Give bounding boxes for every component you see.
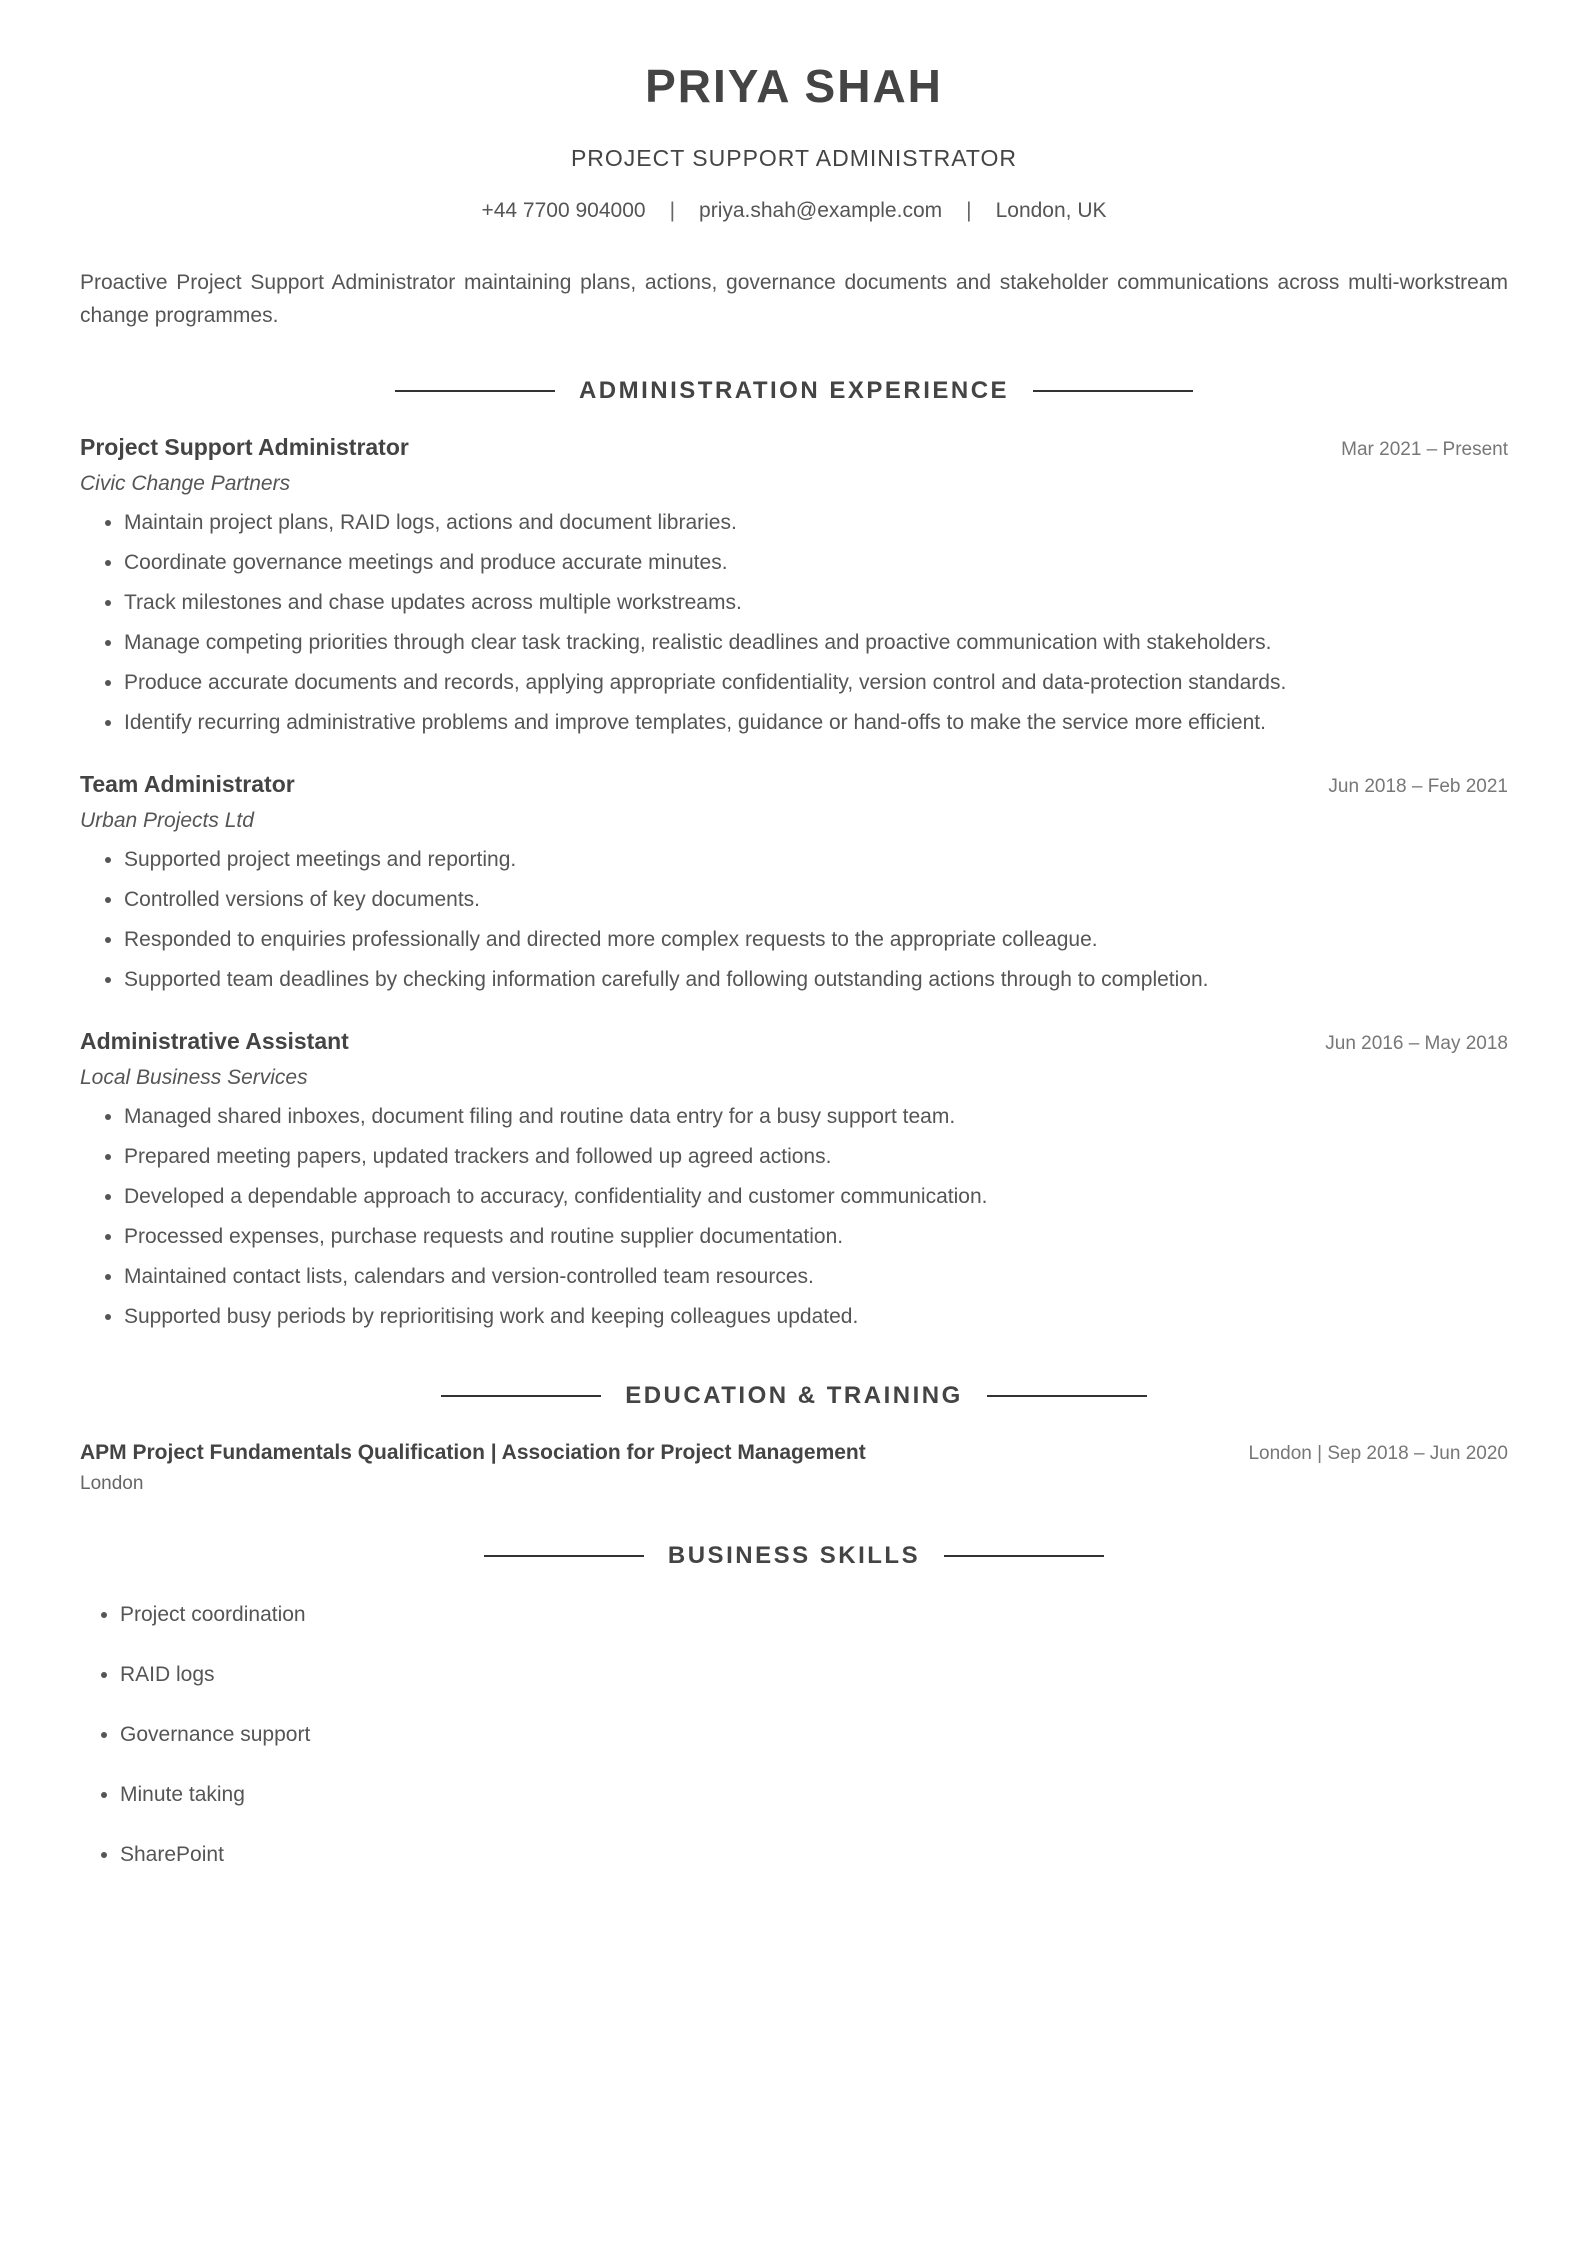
list-item: • Processed expenses, purchase requests and routine supplier documentation.	[124, 1217, 1508, 1257]
job-bullets	[80, 503, 1508, 743]
job-entry	[80, 432, 1508, 743]
skill-item: • Governance support	[120, 1721, 1508, 1749]
experience-section	[80, 376, 1508, 1337]
company-name: Local Business Services	[80, 1066, 308, 1089]
location: London, UK	[995, 199, 1107, 222]
divider-line	[395, 390, 555, 392]
candidate-name: PRIYA SHAH	[645, 60, 943, 112]
company-name: Urban Projects Ltd	[80, 809, 254, 832]
job-title: Team Administrator	[80, 771, 295, 797]
divider-line	[987, 1395, 1147, 1397]
list-item: • Coordinate governance meetings and produce accurate minutes.	[124, 543, 1508, 583]
job-entry	[80, 1026, 1508, 1337]
list-item: • Track milestones and chase updates across multiple workstreams.	[124, 583, 1508, 623]
list-item: • Maintained contact lists, calendars and version-controlled team resources.	[124, 1257, 1508, 1297]
job-header	[80, 769, 1508, 800]
contact-line	[80, 198, 1508, 224]
skills-section	[80, 1541, 1508, 1869]
list-item: • Responded to enquiries professionally and directed more complex requests to the appropriate colleague.	[124, 920, 1508, 960]
skill-item: • Project coordination	[120, 1601, 1508, 1629]
job-dates: Jun 2018 – Feb 2021	[1328, 776, 1508, 797]
education-section	[80, 1381, 1508, 1497]
list-item: • Supported project meetings and reporting.	[124, 840, 1508, 880]
job-dates: Jun 2016 – May 2018	[1325, 1033, 1508, 1054]
education-location: London	[80, 1473, 144, 1494]
list-item: • Supported busy periods by reprioritising work and keeping colleagues updated.	[124, 1297, 1508, 1337]
section-heading	[80, 376, 1508, 406]
contact-separator: |	[966, 199, 972, 222]
skill-item: • RAID logs	[120, 1661, 1508, 1689]
divider-line	[944, 1555, 1104, 1557]
skill-item: • Minute taking	[120, 1781, 1508, 1809]
job-bullets	[80, 840, 1508, 1000]
job-entry	[80, 769, 1508, 1000]
job-title: Administrative Assistant	[80, 1028, 349, 1054]
divider-line	[1033, 390, 1193, 392]
profile-summary: Proactive Project Support Administrator maintaining plans, actions, governance documents and stakeholder communications across multi-workstream change programmes.	[80, 271, 1508, 327]
divider-line	[484, 1555, 644, 1557]
email-address: priya.shah@example.com	[699, 199, 943, 222]
list-item: • Managed shared inboxes, document filing and routine data entry for a busy support team.	[124, 1097, 1508, 1137]
list-item: • Maintain project plans, RAID logs, actions and document libraries.	[124, 503, 1508, 543]
resume-header	[80, 58, 1508, 224]
job-title: Project Support Administrator	[80, 434, 409, 460]
list-item: • Identify recurring administrative problems and improve templates, guidance or hand-offs to make the service more efficient.	[124, 703, 1508, 743]
skill-item: • SharePoint	[120, 1841, 1508, 1869]
section-title: BUSINESS SKILLS	[667, 1542, 921, 1569]
section-heading	[80, 1381, 1508, 1411]
phone-number: +44 7700 904000	[481, 199, 646, 222]
education-dates: London | Sep 2018 – Jun 2020	[1248, 1443, 1508, 1464]
job-header	[80, 432, 1508, 463]
list-item: • Controlled versions of key documents.	[124, 880, 1508, 920]
job-bullets	[80, 1097, 1508, 1337]
list-item: • Developed a dependable approach to accuracy, confidentiality and customer communication.	[124, 1177, 1508, 1217]
education-entry	[80, 1439, 1508, 1497]
section-title: ADMINISTRATION EXPERIENCE	[578, 377, 1010, 404]
section-heading	[80, 1541, 1508, 1571]
list-item: • Produce accurate documents and records, applying appropriate confidentiality, version control and data-protection standards.	[124, 663, 1508, 703]
section-title: EDUCATION & TRAINING	[625, 1382, 963, 1409]
job-header	[80, 1026, 1508, 1057]
list-item: • Manage competing priorities through clear task tracking, realistic deadlines and proactive communication with stakeholders.	[124, 623, 1508, 663]
qualification-title: APM Project Fundamentals Qualification | Association for Project Management	[80, 1441, 866, 1464]
candidate-role: PROJECT SUPPORT ADMINISTRATOR	[570, 145, 1018, 171]
contact-separator: |	[669, 199, 676, 222]
list-item: • Prepared meeting papers, updated trackers and followed up agreed actions.	[124, 1137, 1508, 1177]
divider-line	[441, 1395, 601, 1397]
list-item: • Supported team deadlines by checking information carefully and following outstanding actions through to completion.	[124, 960, 1508, 1000]
skills-list	[80, 1601, 1508, 1869]
education-header	[80, 1439, 1508, 1467]
company-name: Civic Change Partners	[80, 472, 291, 495]
job-dates: Mar 2021 – Present	[1341, 439, 1508, 460]
